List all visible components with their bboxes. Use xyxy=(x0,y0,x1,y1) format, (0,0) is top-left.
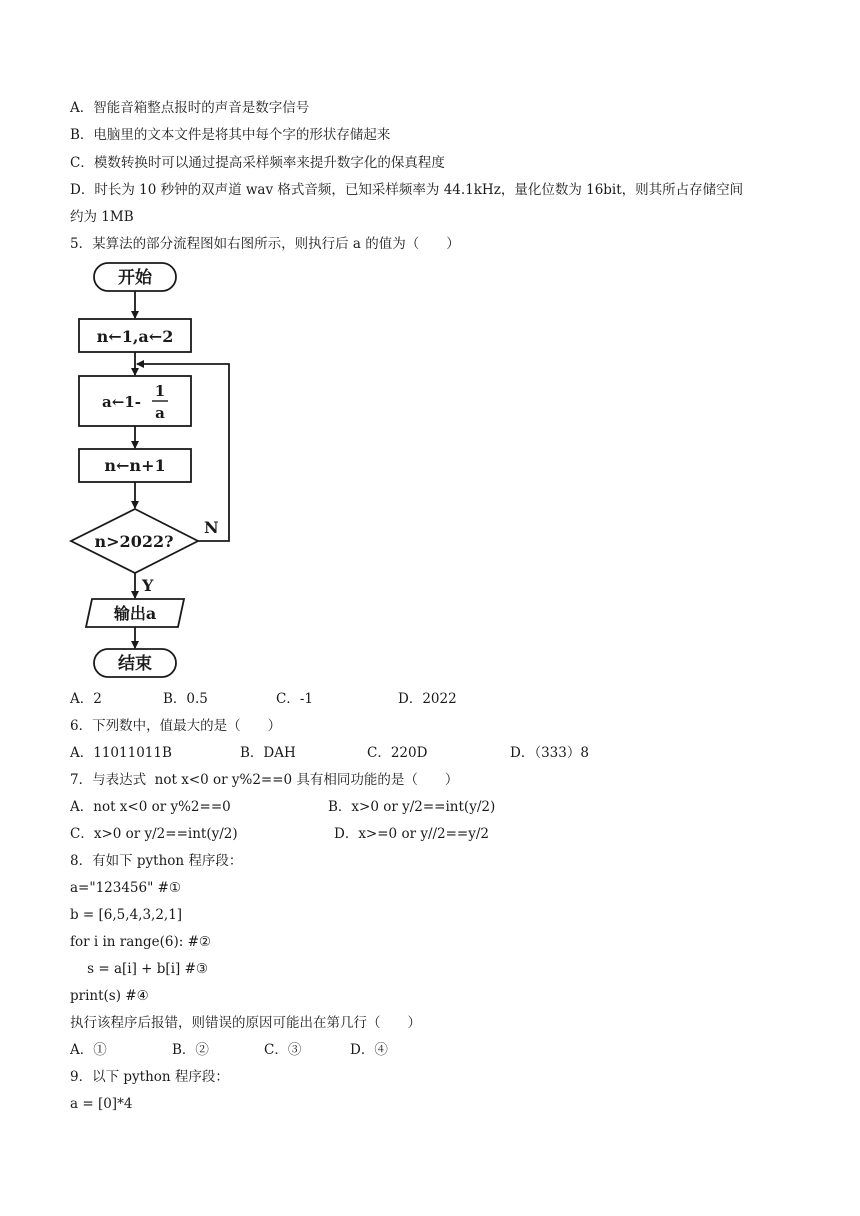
q8-option-a: A．① xyxy=(70,1042,107,1058)
q8-code-line-5: print(s) #④ xyxy=(70,988,149,1004)
q6-option-b: B．DAH xyxy=(240,745,296,761)
q6-option-a: A．11011011B xyxy=(70,745,172,761)
q8-question: 执行该程序后报错，则错误的原因可能出在第几行（ ） xyxy=(70,1015,421,1031)
q4-option-c: C．模数转换时可以通过提高采样频率来提升数字化的保真程度 xyxy=(70,155,445,171)
q6-stem: 6．下列数中，值最大的是（ ） xyxy=(70,718,282,734)
flow-condition-label: n>2022? xyxy=(94,532,174,551)
q6-option-d: D．（333）8 xyxy=(510,745,589,761)
q5-option-b: B．0.5 xyxy=(163,691,208,707)
q6-option-c: C．220D xyxy=(367,745,428,761)
q8-option-d: D．④ xyxy=(350,1042,388,1058)
q7-option-c: C．x>0 or y/2==int(y/2) xyxy=(70,826,238,842)
q5-stem: 5．某算法的部分流程图如右图所示，则执行后 a 的值为（ ） xyxy=(70,236,460,252)
q7-option-d: D．x>=0 or y//2==y/2 xyxy=(334,826,490,842)
q9-stem: 9．以下 python 程序段： xyxy=(70,1069,229,1085)
flow-no-label: N xyxy=(204,518,219,537)
flowchart xyxy=(66,258,246,684)
q8-stem: 8．有如下 python 程序段： xyxy=(70,853,243,869)
flow-assign-numerator: 1 xyxy=(154,382,166,400)
q4-option-d-line2: 约为 1MB xyxy=(70,209,134,225)
q9-code-line-1: a = [0]*4 xyxy=(70,1096,133,1112)
q8-code-line-3: for i in range(6): #② xyxy=(70,934,211,950)
flow-increment-label: n←n+1 xyxy=(104,456,166,475)
q5-option-c: C．-1 xyxy=(276,691,313,707)
q5-option-a: A．2 xyxy=(70,691,102,707)
q8-code-line-1: a="123456" #① xyxy=(70,880,182,896)
q8-code-line-2: b = [6,5,4,3,2,1] xyxy=(70,907,183,923)
q4-option-b: B．电脑里的文本文件是将其中每个字的形状存储起来 xyxy=(70,127,391,143)
q7-option-b: B．x>0 or y/2==int(y/2) xyxy=(328,799,496,815)
flow-end-label: 结束 xyxy=(118,654,152,674)
flow-start-label: 开始 xyxy=(118,268,152,288)
q5-option-d: D．2022 xyxy=(398,691,457,707)
flow-yes-label: Y xyxy=(142,576,154,595)
flow-init-label: n←1,a←2 xyxy=(96,327,174,346)
q4-option-d-line1: D．时长为 10 秒钟的双声道 wav 格式音频，已知采样频率为 44.1kHz，量化位数为 16bit，则其所占存储空间 xyxy=(70,182,744,198)
q7-option-a: A．not x<0 or y%2==0 xyxy=(70,799,231,815)
q8-code-line-4: s = a[i] + b[i] #③ xyxy=(70,961,208,977)
q8-option-b: B．② xyxy=(172,1042,209,1058)
q7-stem: 7．与表达式 not x<0 or y%2==0 具有相同功能的是（ ） xyxy=(70,772,459,788)
q4-option-a: A．智能音箱整点报时的声音是数字信号 xyxy=(70,100,310,116)
flow-assign-prefix: a←1- xyxy=(102,393,141,411)
flow-output-label: 输出a xyxy=(113,604,157,623)
q8-option-c: C．③ xyxy=(264,1042,302,1058)
flow-assign-denominator: a xyxy=(155,404,165,422)
